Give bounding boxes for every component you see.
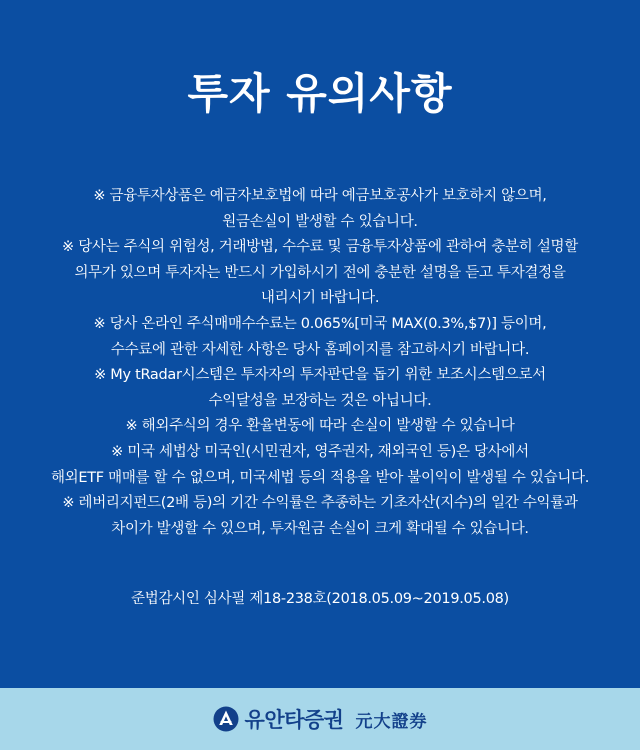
notice-line: 내리시기 바랍니다. — [260, 290, 380, 307]
yuanta-logo-icon — [213, 706, 239, 732]
brand-name-chinese: 元大證券 — [355, 711, 428, 732]
notice-line: ※ 미국 세법상 미국인(시민권자, 영주권자, 재외국인 등)은 당사에서 — [111, 443, 529, 460]
notice-line: 원금손실이 발생할 수 있습니다. — [222, 213, 418, 230]
notice-list — [0, 184, 640, 542]
notice-line: 해외ETF 매매를 할 수 없으며, 미국세법 등의 적용을 받아 불이익이 발생될 수 있습니다. — [50, 469, 590, 486]
brand-name-korean: 유안타증권 — [244, 708, 344, 732]
footer-bar — [0, 688, 640, 750]
notice-line: 수익달성을 보장하는 것은 아닙니다. — [208, 392, 432, 409]
compliance-review-number: 준법감시인 심사필 제18-238호(2018.05.09~2019.05.08) — [131, 591, 509, 607]
notice-line: 차이가 발생할 수 있으며, 투자원금 손실이 크게 확대될 수 있습니다. — [111, 520, 529, 537]
notice-line: ※ 당사 온라인 주식매매수수료는 0.065%[미국 MAX(0.3%,$7)] 등이며, — [93, 315, 547, 332]
page-title: 투자 유의사항 — [187, 69, 453, 118]
notice-line: 의무가 있으며 투자자는 반드시 가입하시기 전에 충분한 설명을 듣고 투자결정을 — [74, 264, 566, 281]
notice-line: ※ 해외주식의 경우 환율변동에 따라 손실이 발생할 수 있습니다 — [125, 418, 515, 435]
notice-line: ※ 레버리지펀드(2배 등)의 기간 수익률은 추종하는 기초자산(지수)의 일간 수익률과 — [62, 495, 578, 512]
notice-line: 수수료에 관한 자세한 사항은 당사 홈페이지를 참고하시기 바랍니다. — [110, 341, 530, 358]
notice-line: ※ 당사는 주식의 위험성, 거래방법, 수수료 및 금융투자상품에 관하여 충분히 설명할 — [62, 239, 578, 256]
notice-line: ※ 금융투자상품은 예금자보호법에 따라 예금보호공사가 보호하지 않으며, — [93, 188, 547, 204]
notice-line: ※ My tRadar시스템은 투자자의 투자판단을 돕기 위한 보조시스템으로서 — [94, 367, 546, 384]
brand-logo-group — [0, 688, 640, 750]
